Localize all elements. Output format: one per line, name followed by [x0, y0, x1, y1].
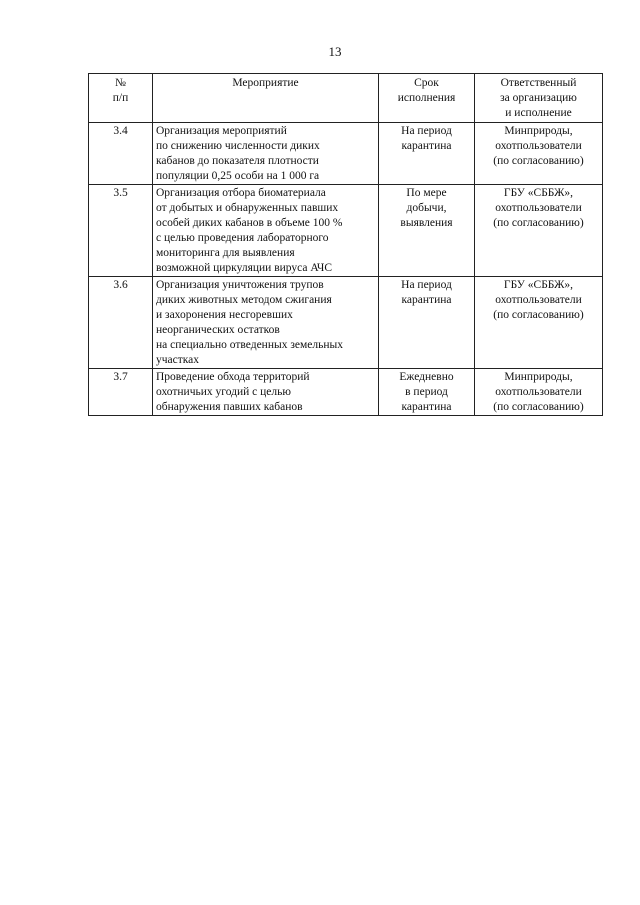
row-number: 3.6 — [89, 277, 153, 369]
term-line: карантина — [401, 294, 452, 306]
header-event — [153, 74, 379, 123]
responsible-line: ГБУ «СББЖ», — [503, 279, 574, 291]
table-row — [89, 369, 603, 416]
event-line: Проведение обхода территорий — [156, 371, 310, 383]
header-term-line: Срок — [414, 77, 439, 89]
row-number: 3.5 — [89, 185, 153, 277]
row-responsible — [475, 277, 603, 369]
table-row — [89, 185, 603, 277]
header-event-line: Мероприятие — [232, 77, 299, 89]
responsible-line: (по согласованию) — [493, 155, 584, 167]
row-responsible — [475, 369, 603, 416]
row-number: 3.7 — [89, 369, 153, 416]
term-line: карантина — [401, 140, 452, 152]
row-term — [379, 185, 475, 277]
header-num-line: п/п — [112, 92, 129, 104]
header-num-line: № — [115, 77, 126, 89]
event-line: мониторинга для выявления — [156, 247, 295, 259]
responsible-line: охотпользователи — [495, 294, 582, 306]
header-responsible-line: Ответственный — [500, 77, 577, 89]
event-line: на специально отведенных земельных — [156, 339, 343, 351]
event-line: кабанов до показателя плотности — [156, 155, 319, 167]
row-event — [153, 185, 379, 277]
responsible-line: Минприроды, — [504, 125, 573, 137]
row-term — [379, 277, 475, 369]
page-number: 13 — [328, 44, 342, 59]
row-number: 3.4 — [89, 123, 153, 185]
event-line: и захоронения несгоревших — [156, 309, 293, 321]
responsible-line: ГБУ «СББЖ», — [503, 187, 574, 199]
event-line: Организация уничтожения трупов — [156, 279, 324, 291]
event-line: Организация мероприятий — [156, 125, 287, 137]
event-line: охотничьих угодий с целью — [156, 386, 291, 398]
term-line: карантина — [401, 401, 452, 413]
table-row — [89, 277, 603, 369]
event-line: особей диких кабанов в объеме 100 % — [156, 217, 343, 229]
header-term-line: исполнения — [397, 92, 456, 104]
row-term — [379, 123, 475, 185]
row-responsible — [475, 123, 603, 185]
measures-table — [88, 73, 603, 416]
row-term — [379, 369, 475, 416]
event-line: от добытых и обнаруженных павших — [156, 202, 339, 214]
event-line: неорганических остатков — [156, 324, 280, 336]
row-event — [153, 277, 379, 369]
term-line: добычи, — [406, 202, 447, 214]
event-line: Организация отбора биоматериала — [156, 187, 326, 199]
term-line: выявления — [400, 217, 453, 229]
term-line: в период — [405, 386, 448, 398]
row-responsible — [475, 185, 603, 277]
responsible-line: охотпользователи — [495, 202, 582, 214]
responsible-line: охотпользователи — [495, 386, 582, 398]
header-responsible-line: за организацию — [500, 92, 577, 104]
header-responsible — [475, 74, 603, 123]
event-line: по снижению численности диких — [156, 140, 320, 152]
event-line: с целью проведения лабораторного — [156, 232, 329, 244]
event-line: обнаружения павших кабанов — [156, 401, 303, 413]
header-num — [89, 74, 153, 123]
row-event — [153, 369, 379, 416]
event-line: участках — [156, 354, 200, 366]
responsible-line: (по согласованию) — [493, 217, 584, 229]
term-line: На период — [401, 279, 452, 291]
responsible-line: Минприроды, — [504, 371, 573, 383]
responsible-line: (по согласованию) — [493, 309, 584, 321]
responsible-line: охотпользователи — [495, 140, 582, 152]
event-line: диких животных методом сжигания — [156, 294, 332, 306]
table-header-row — [89, 74, 603, 123]
term-line: Ежедневно — [399, 371, 454, 383]
header-responsible-line: и исполнение — [505, 107, 572, 119]
responsible-line: (по согласованию) — [493, 401, 584, 413]
event-line: возможной циркуляции вируса АЧС — [156, 262, 333, 274]
header-term — [379, 74, 475, 123]
term-line: На период — [401, 125, 452, 137]
event-line: популяции 0,25 особи на 1 000 га — [156, 170, 320, 182]
term-line: По мере — [406, 187, 447, 199]
row-event — [153, 123, 379, 185]
table-row — [89, 123, 603, 185]
